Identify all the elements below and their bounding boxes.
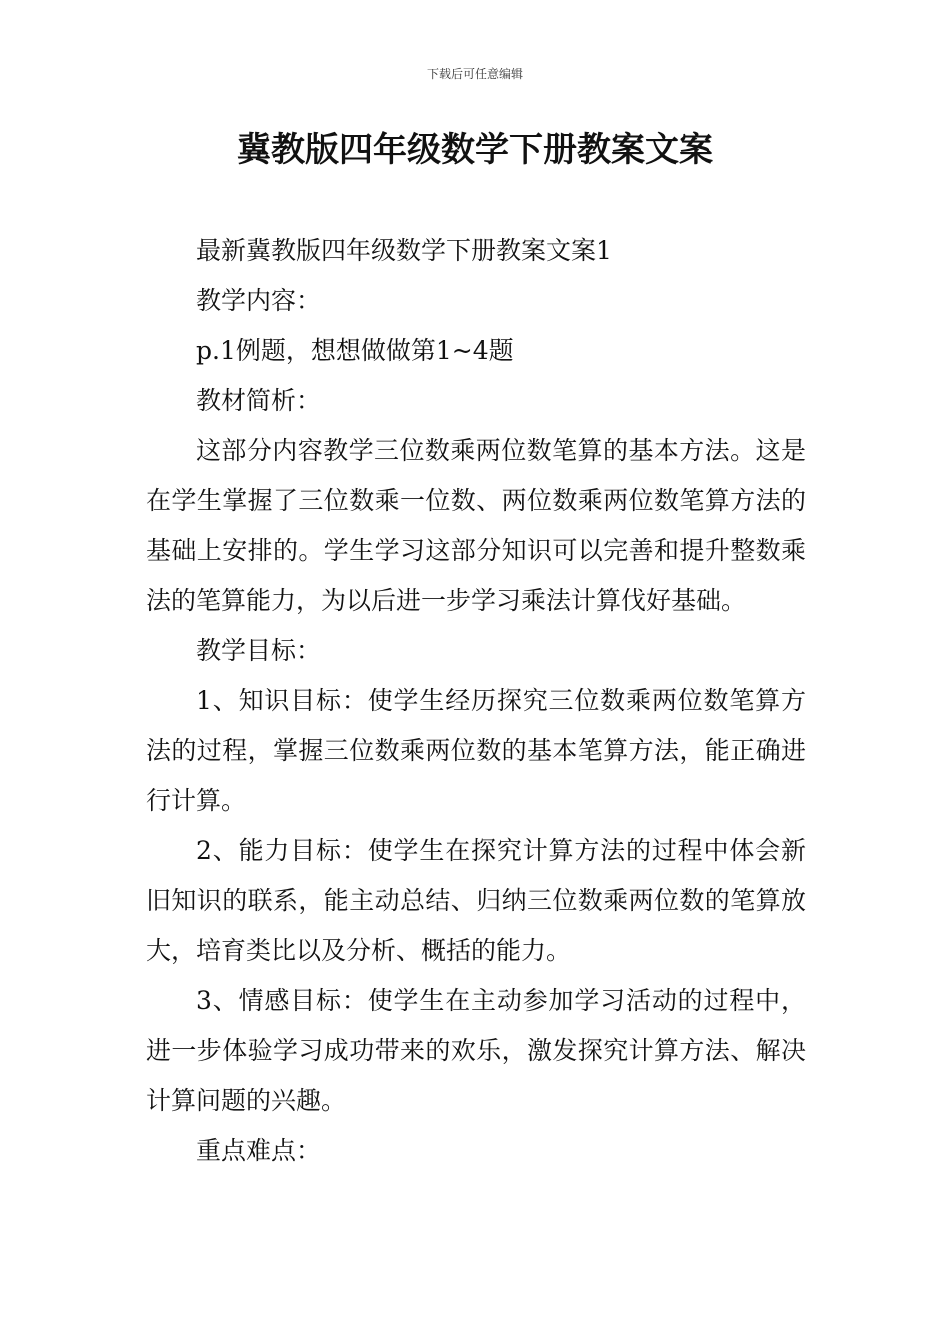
goal-ability: 2、能力目标：使学生在探究计算方法的过程中体会新旧知识的联系，能主动总结、归纳三位数乘两位数的笔算放大，培育类比以及分析、概括的能力。	[146, 836, 806, 965]
content-reference: p.1例题，想想做做第1~4题	[196, 336, 514, 365]
section-heading-analysis: 教材简析：	[196, 386, 322, 415]
analysis-paragraph: 这部分内容教学三位数乘两位数笔算的基本方法。这是在学生掌握了三位数乘一位数、两位数乘两位数笔算方法的基础上安排的。学生学习这部分知识可以完善和提升整数乘法的笔算能力，为以后进一步学习乘法计算伐好基础。	[146, 436, 806, 615]
section-heading-key-points: 重点难点：	[196, 1136, 322, 1165]
section-heading-goals: 教学目标：	[196, 636, 322, 665]
subtitle-line: 最新冀教版四年级数学下册教案文案1	[196, 236, 612, 265]
document-body	[146, 226, 806, 1176]
header-note: 下载后可任意编辑	[426, 67, 523, 81]
section-heading-content: 教学内容：	[196, 286, 322, 315]
document-title: 冀教版四年级数学下册教案文案	[237, 130, 713, 170]
goal-emotion: 3、情感目标：使学生在主动参加学习活动的过程中，进一步体验学习成功带来的欢乐，激发探究计算方法、解决计算问题的兴趣。	[146, 986, 806, 1115]
goal-knowledge: 1、知识目标：使学生经历探究三位数乘两位数笔算方法的过程，掌握三位数乘两位数的基本笔算方法，能正确进行计算。	[146, 686, 806, 815]
